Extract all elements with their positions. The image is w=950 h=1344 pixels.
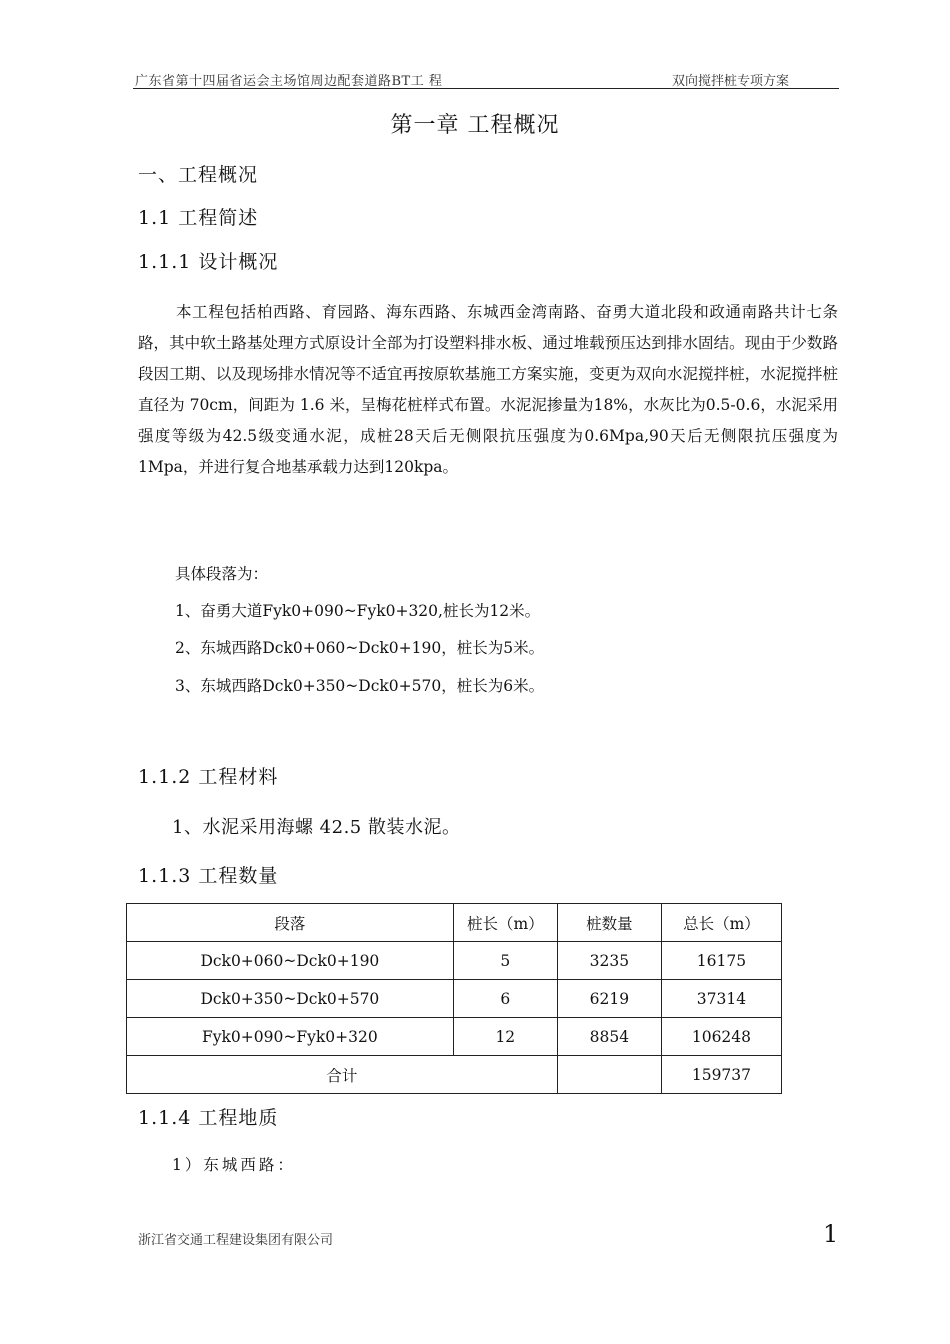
table-cell: 16175	[661, 942, 781, 980]
heading-section-1-1-3: 1.1.3 工程数量	[138, 865, 279, 887]
segment-item: 2、东城西路Dck0+060~Dck0+190，桩长为5米。	[175, 639, 545, 657]
table-cell: 37314	[661, 980, 781, 1018]
table-total-label: 合计	[127, 1056, 558, 1094]
table-cell: 12	[453, 1018, 557, 1056]
table-cell: 8854	[557, 1018, 661, 1056]
heading-section-1-1-1: 1.1.1 设计概况	[138, 251, 279, 273]
geology-item: 1）东城西路：	[172, 1156, 296, 1174]
table-total-count	[557, 1056, 661, 1094]
segments-intro: 具体段落为：	[175, 565, 269, 583]
table-total-length: 159737	[661, 1056, 781, 1094]
table-row	[127, 1018, 782, 1056]
table-header-cell: 段落	[127, 904, 454, 942]
page-number: 1	[823, 1220, 839, 1248]
table-row	[127, 980, 782, 1018]
table-header-cell: 桩数量	[557, 904, 661, 942]
design-overview-paragraph: 本工程包括柏西路、育园路、海东西路、东城西金湾南路、奋勇大道北段和政通南路共计七条路，其中软土路基处理方式原设计全部为打设塑料排水板、通过堆载预压达到排水固结。现由于少数路段因工期、以及现场排水情况等不适宜再按原软基施工方案实施，变更为双向水泥搅拌桩，水泥搅拌桩直径为 70cm，间距为 1.6 米，呈梅花桩样式布置。水泥泥掺量为18%，水灰比为0.5-0.6，水泥采用强度等级为42.5级变通水泥，成桩28天后无侧限抗压强度为0.6Mpa,90天后无侧限抗压强度为1Mpa，并进行复合地基承载力达到120kpa。	[138, 303, 838, 476]
table-cell: 5	[453, 942, 557, 980]
heading-section-1: 一、工程概况	[138, 164, 259, 186]
table-cell: 6219	[557, 980, 661, 1018]
table-header-cell: 桩长（m）	[453, 904, 557, 942]
table-cell: Dck0+350~Dck0+570	[127, 980, 454, 1018]
page-footer: 浙江省交通工程建设集团有限公司	[138, 1233, 334, 1248]
table-cell: Dck0+060~Dck0+190	[127, 942, 454, 980]
page-header	[133, 68, 839, 89]
table-total-row	[127, 1056, 782, 1094]
header-doc-title: 双向搅拌桩专项方案	[671, 74, 789, 89]
material-item: 1、水泥采用海螺 42.5 散装水泥。	[172, 817, 461, 838]
table-row	[127, 942, 782, 980]
segment-item: 3、东城西路Dck0+350~Dck0+570，桩长为6米。	[175, 677, 545, 695]
table-cell: Fyk0+090~Fyk0+320	[127, 1018, 454, 1056]
table-header-row	[127, 904, 782, 942]
table-header-cell: 总长（m）	[661, 904, 781, 942]
chapter-title: 第一章 工程概况	[390, 113, 560, 138]
header-project-title: 广东省第十四届省运会主场馆周边配套道路BT工 程	[135, 74, 443, 89]
heading-section-1-1-2: 1.1.2 工程材料	[138, 766, 279, 788]
table-cell: 3235	[557, 942, 661, 980]
heading-section-1-1: 1.1 工程简述	[138, 207, 259, 229]
heading-section-1-1-4: 1.1.4 工程地质	[138, 1107, 279, 1129]
table-cell: 106248	[661, 1018, 781, 1056]
quantity-table	[126, 903, 782, 1094]
segment-item: 1、奋勇大道Fyk0+090~Fyk0+320,桩长为12米。	[175, 602, 541, 620]
table-cell: 6	[453, 980, 557, 1018]
